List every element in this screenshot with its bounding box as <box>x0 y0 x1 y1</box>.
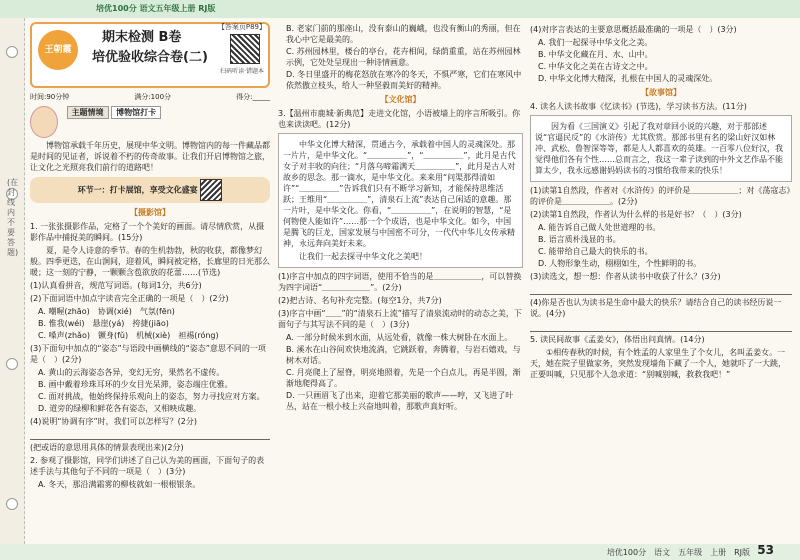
q3-opt-b[interactable]: B. 溪水在山谷间欢快地流淌，它跳跃着，奔腾着，与岩石嬉戏，与树木对话。 <box>286 345 521 365</box>
q3-opt-c[interactable]: C. 月亮爬上了屋脊，明亮地照着，先是一个白点儿，再是半圆，渐渐地爬得高了。 <box>286 368 521 388</box>
q1-stem: 1. 一张张摄影作品，定格了一个个美好的画面。请尽情欣赏，从摄影作品中捕捉美的瞬间。(15分) <box>30 222 265 242</box>
preface-box <box>278 133 523 268</box>
top-band <box>0 0 800 18</box>
column-3 <box>530 22 792 382</box>
hole-icon <box>6 46 18 58</box>
q4-s3: (3)读选文，想一想：作者从读书中收获了什么？(3分) <box>530 272 721 281</box>
q4-opt-d[interactable]: D. 人物形象生动，栩栩如生，个性鲜明的书。 <box>538 259 702 268</box>
theme-tag-2: 博物馆打卡 <box>111 106 161 119</box>
q4-stem: 4. 读名人读书故事《忆读书》(节选)，学习读书方法。(11分) <box>530 102 747 111</box>
time-label: 时间:90分钟 <box>30 93 70 101</box>
brand-badge: 王朝霞 <box>38 30 78 70</box>
q4-s2: (2)读第1自然段，作者认为什么样的书是好书？（ ）(3分) <box>530 210 742 219</box>
preface-text: 中华文化博大精深，贯通古今，承载着中国人的灵魂深处。那一片片，是中华文化。“＿＿＿＿＿”，“＿＿＿＿＿”，此月是古代女子对丰收的向往；“月落乌啼霜满天＿＿＿＿＿”，此月是古人对故乡的思念。那一滴水，是中华文化。来来用“问渠那得清如许”“＿＿＿＿＿”告诉我们只有不断学习新知，才能保持思维活跃；王维用“＿＿＿＿＿”，清泉石上流”表达自己闲适的意趣。那一片叶，是中华文化。你看，“＿＿＿＿＿”，在说明的智慧，“是何物使人能如许”……那一个个成语，也是中华文化。如今，中国是腾飞的巨龙，国家发展与中国密不可分，一代代中华儿女传承精神，永远奔向美好未来。 <box>283 140 516 248</box>
answer-line[interactable] <box>30 429 270 440</box>
photo-hall-label: 【摄影馆】 <box>130 208 170 217</box>
theme-tag: 主题情境 <box>67 106 109 119</box>
footer-text: 培优100分 语文 五年级 上册 RJ版 <box>606 548 750 557</box>
q2-opt-b[interactable]: B. 老家门前的那座山，没有泰山的巍峨，也没有衡山的秀丽，但在我心中它是最美的。 <box>286 24 521 44</box>
q1-passage: 夏，是令人诗意的季节。春的生机勃勃，秋的收获，都像梦幻般。四季更迭，在山涧间，迎着风，瞬间被定格，长廊里的日光那么暖；这一刻的宁静，一颗颗含苞欲放的花蕾……(节选) <box>30 246 270 277</box>
answer-line[interactable] <box>530 321 792 332</box>
q1-opt3-d[interactable]: D. 道旁的绿柳和鲜花各有姿态，又相映成趣。 <box>38 404 202 413</box>
q2-opt-d[interactable]: D. 冬日里盛开的梅花怒放在寒冷的冬天，不惧严寒，它们在寒风中依然傲立枝头，给人一种坚毅而美好的精神。 <box>286 70 522 90</box>
q1-opt-a[interactable]: A. 嘲喔(zhāo) 协调(xié) 气氛(fēn) <box>38 307 175 316</box>
q2-opt-a[interactable]: A. 冬天，那沿满霜雾的柳枝就如一根根银条。 <box>38 480 201 489</box>
q1-opt3-a[interactable]: A. 黄山的云海姿态各异，变幻无穷，果然名不虚传。 <box>38 368 225 377</box>
q3-4-opt-c[interactable]: C. 中华文化之美在古诗文之中。 <box>538 62 653 71</box>
series-title: 培优100分 语文五年级上册 RJ版 <box>96 4 216 13</box>
q3-s3: (3)序言中画“＿＿”的“清泉石上流”描写了清泉流动时的动态之美，下面句子与其写法不同的是（ ）(3分) <box>278 309 522 329</box>
binding-margin <box>0 18 25 544</box>
q4-opt-c[interactable]: C. 能带给自己最大的快乐的书。 <box>538 247 653 256</box>
q2-opt-c[interactable]: C. 苏州园林里，楼台的亭台，花卉相间，绿荫重重，站在苏州园林示例，它处处呈现出一种诗情画意。 <box>286 47 521 67</box>
answer-line[interactable] <box>530 284 792 295</box>
footer-band <box>0 544 800 560</box>
hole-icon <box>6 498 18 510</box>
girl-avatar-icon <box>30 106 58 138</box>
q1-sub4b: (把或语的意思用具体的情景表现出来)(2分) <box>30 443 184 452</box>
exam-meta <box>30 92 270 103</box>
intro-text: 博物馆承载千年历史，展现中华文明。博物馆内的每一件藏品都是时间的见证者，诉说着不朽的传奇故事。让我们开启博物馆之旅，让文化之光照亮我们前行的道路吧！ <box>30 141 270 172</box>
q4-s1: (1)读第1自然段，作者对《水浒传》的评价是＿＿＿＿＿＿；对《荡寇志》的评价是＿＿＿＿＿＿。(2分) <box>530 186 791 206</box>
hole-icon <box>6 358 18 370</box>
q5-passage: ①相传春秋的时候，有个姓孟的人家里生了个女儿，名叫孟姜女。一天，她在院子里做家务，突然发现墙角下藏了一个人，她就吓了一大跳，正要叫喊，只见那个人急求道：“别喊别喊，救救我吧！” <box>530 348 786 379</box>
column-2 <box>278 22 523 413</box>
q1-sub2: (2)下面词语中加点字读音完全正确的一项是（ ）(2分) <box>30 294 229 303</box>
exam-title: 期末检测 B卷 <box>102 30 182 45</box>
culture-hall-label: 【文化馆】 <box>380 95 421 104</box>
exam-subtitle: 培优验收综合卷(二) <box>92 50 208 65</box>
qr-small-icon[interactable] <box>200 179 222 201</box>
q4-opt-b[interactable]: B. 语言质朴浅显的书。 <box>538 235 621 244</box>
q4-s4: (4)你是否也认为读书是生命中最大的快乐？请结合自己的读书经历说一说。(4分) <box>530 298 782 318</box>
q3-s1: (1)序言中加点的四字词语，使用不恰当的是＿＿＿＿＿＿，可以替换为四字词语“＿＿＿＿＿＿”。(2分) <box>278 272 522 292</box>
story-hall-label: 【故事馆】 <box>641 88 681 97</box>
score-field[interactable]: 得分:_____ <box>236 93 270 101</box>
q4-passage-box <box>530 115 792 182</box>
q1-sub4: (4)说明“协调有序”时，我们可以怎样写？(2分) <box>30 417 197 426</box>
q3-4-opt-a[interactable]: A. 我们一起探寻中华文化之美。 <box>538 38 653 47</box>
qr-code-icon[interactable] <box>230 34 260 64</box>
exam-header <box>30 22 270 88</box>
qr-caption: 扫码听读·错题本 <box>220 68 264 75</box>
q3-s2: (2)把古诗、名句补充完整。(每空1分，共7分) <box>278 296 442 305</box>
q2-stem: 2. 参观了摄影馆，同学们讲述了自己认为美的画面，下面句子的表述手法与其他句子不同的一项是（ ）(3分) <box>30 456 265 476</box>
binding-text: (在封线内不要答题) <box>7 178 19 257</box>
answer-code: 【答案页P89】 <box>217 23 266 31</box>
q3-opt-d[interactable]: D. 一只画眉飞了出来，迎着它那美丽的歌声——哼，又飞进了叶丛，站在一根小枝上兴奋地叫着，那歌声真好听。 <box>286 391 514 411</box>
q3-4-opt-b[interactable]: B. 中华文化藏在月、水、山中。 <box>538 50 653 59</box>
q1-sub1: (1)认真看拼音，规范写词语。(每词1分，共6分) <box>30 281 202 290</box>
page-number: 53 <box>757 543 774 557</box>
section-1-title: 环节一：打卡展馆，享受文化盛宴 <box>30 177 270 203</box>
q1-opt3-b[interactable]: B. 画中戴着珍珠耳环的少女目光呆滞，姿态端庄优雅。 <box>38 380 233 389</box>
preface-end: 让我们一起去探寻中华文化之美吧！ <box>299 252 427 261</box>
q3-opt-a[interactable]: A. 一部分时候米到水面，从远处看，就像一株大树卧在水面上。 <box>286 333 513 342</box>
q1-opt-c[interactable]: C. 嗓声(zhǎo) 镢身(fǔ) 机械(xiè) 袒裼(róng) <box>38 331 219 340</box>
q5-stem: 5. 读民间故事《孟姜女》，体悟出问真情。(14分) <box>530 335 705 344</box>
full-score-label: 满分:100分 <box>134 93 172 101</box>
q4-opt-a[interactable]: A. 能告诉自己做人处世道理的书。 <box>538 223 661 232</box>
q3-4-opt-d[interactable]: D. 中华文化博大精深，扎根在中国人的灵魂深处。 <box>538 74 718 83</box>
q3-s4: (4)对序言表达的主要意思概括最准确的一项是（ ）(3分) <box>530 25 737 34</box>
q1-sub3: (3)下面句中加点的“姿态”与语段中画横线的“姿态”意思不同的一项是（ ）(2分) <box>30 344 266 364</box>
column-1 <box>30 22 270 491</box>
q1-opt-b[interactable]: B. 惟我(wéi) 悬崖(yá) 挎捷(jiāo) <box>38 319 169 328</box>
q1-opt3-c[interactable]: C. 面对挑战，他始终保持乐观向上的姿态，努力寻找应对方案。 <box>38 392 265 401</box>
q3-stem: 3.【温州市鹿城·新典范】走进文化馆，小语被墙上的序言所吸引。你也来读读吧。(12分) <box>278 109 521 129</box>
q4-passage: 因为看《三国演义》引起了我对章回小说的兴趣，对于那部述说“官逼民反”的《水浒传》尤其欣赏。那部书里有名的梁山好汉如林冲、武松、鲁智深等等，都是人人都喜欢的英雄。一百零八位好汉，我觉得他们各有个性……总而言之，我这一辈子读到的中外文艺作品不能算太少，我永远感谢妈妈读书的习惯给我带来的快乐！ <box>535 122 783 175</box>
intro-block <box>30 106 270 173</box>
